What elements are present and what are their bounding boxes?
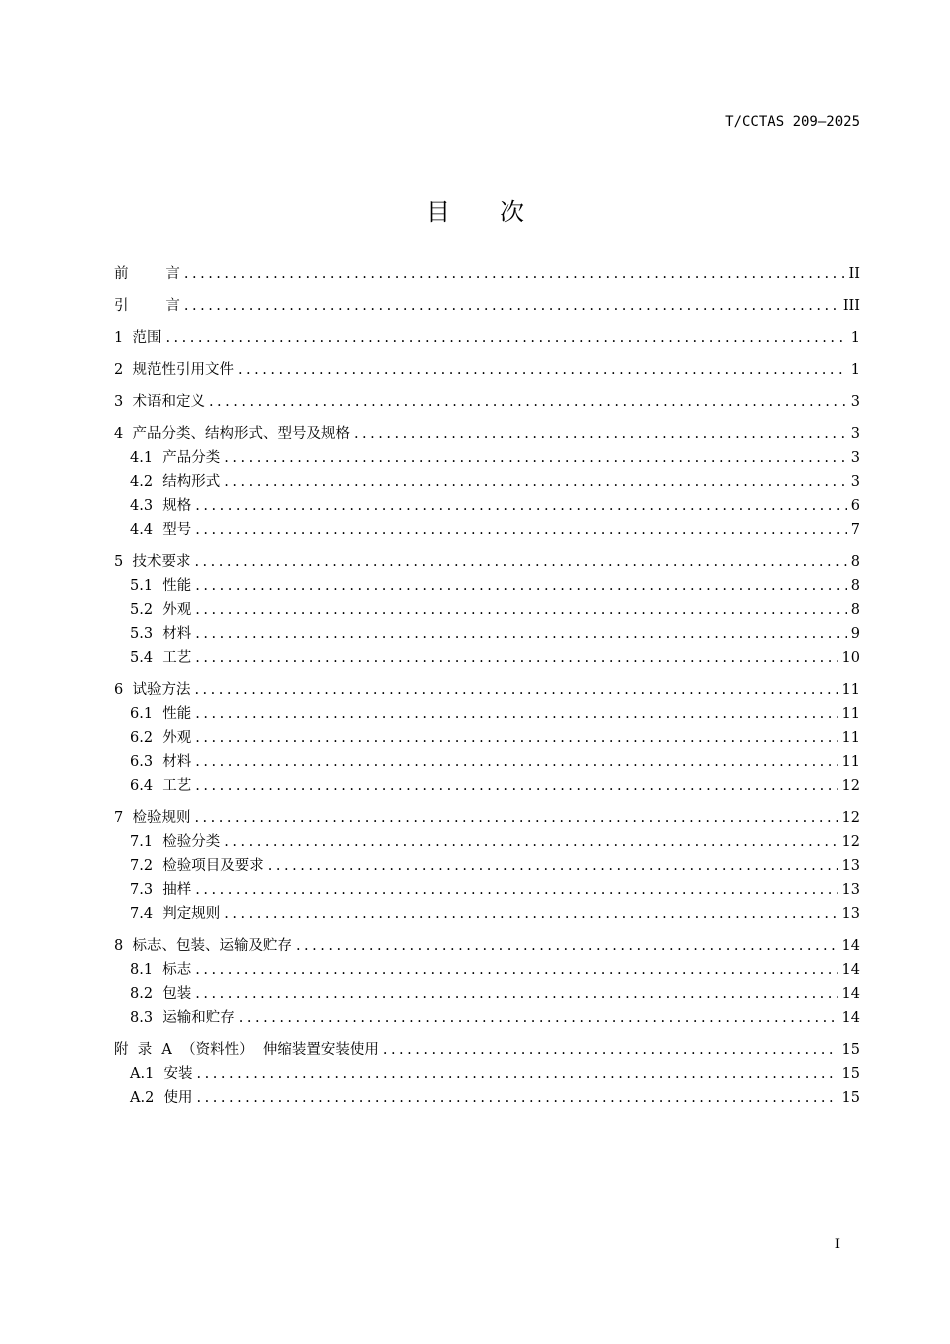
toc-entry-label: 引 言 [114,298,180,314]
toc-dot-leader [195,730,837,746]
toc-entry[interactable] [114,750,860,774]
toc-dot-leader [383,1042,838,1058]
toc-entry-label: 5 技术要求 [114,554,191,570]
toc-entry[interactable] [114,830,860,854]
toc-entry-label: 7.2 检验项目及要求 [130,858,264,874]
toc-dot-leader [224,474,846,490]
toc-entry[interactable] [114,494,860,518]
toc-dot-leader [238,362,847,378]
toc-entry-label: 1 范围 [114,330,162,346]
toc-entry[interactable] [114,390,860,414]
toc-dot-leader [194,810,837,826]
toc-entry-page: 11 [841,682,860,698]
toc-dot-leader [296,938,838,954]
toc-entry-label: 6.1 性能 [130,706,192,722]
toc-entry-page: 12 [841,810,860,826]
toc-dot-leader [195,650,837,666]
toc-entry-label: 4.3 规格 [130,498,192,514]
toc-entry-label: A.1 安装 [130,1066,193,1082]
toc-entry-label: 2 规范性引用文件 [114,362,234,378]
toc-dot-leader [224,450,846,466]
toc-dot-leader [195,578,846,594]
toc-entry-label: 4.1 产品分类 [130,450,221,466]
toc-entry-label: 5.2 外观 [130,602,192,618]
toc-entry-page: 14 [841,938,860,954]
toc-entry-page: II [848,266,860,282]
toc-entry-page: 6 [850,498,860,514]
toc-entry[interactable] [114,678,860,702]
toc-entry-label: 6 试验方法 [114,682,191,698]
toc-dot-leader [194,682,837,698]
toc-entry[interactable] [114,446,860,470]
toc-entry-label: 7.1 检验分类 [130,834,221,850]
toc-entry-label: 8 标志、包装、运输及贮存 [114,938,292,954]
toc-entry[interactable] [114,982,860,1006]
standard-code: T/CCTAS 209—2025 [725,114,860,130]
toc-entry-page: 14 [841,962,860,978]
toc-entry[interactable] [114,1006,860,1030]
toc-entry-page: 8 [850,554,860,570]
toc-entry[interactable] [114,326,860,350]
toc-dot-leader [195,754,837,770]
page-number: I [834,1237,840,1252]
toc-entry-label: A.2 使用 [130,1090,193,1106]
toc-entry[interactable] [114,726,860,750]
toc-entry[interactable] [114,294,860,318]
toc-entry-label: 7 检验规则 [114,810,191,826]
toc-entry-page: 1 [850,330,860,346]
toc-entry[interactable] [114,902,860,926]
toc-dot-leader [195,882,837,898]
toc-entry-page: 3 [850,394,860,410]
toc-entry-page: 12 [841,778,860,794]
toc-entry-label: 4.4 型号 [130,522,192,538]
toc-entry-label: 3 术语和定义 [114,394,205,410]
toc-dot-leader [195,986,837,1002]
toc-dot-leader [224,906,837,922]
toc-entry-page: 3 [850,450,860,466]
toc-entry-label: 6.3 材料 [130,754,192,770]
toc-dot-leader [195,498,846,514]
toc-entry-page: 11 [841,706,860,722]
toc-dot-leader [195,778,837,794]
toc-entry[interactable] [114,422,860,446]
toc-entry[interactable] [114,598,860,622]
toc-entry-page: 8 [850,602,860,618]
toc-entry[interactable] [114,518,860,542]
toc-dot-leader [184,266,845,282]
toc-entry[interactable] [114,958,860,982]
toc-entry-label: 6.4 工艺 [130,778,192,794]
toc-entry-page: 12 [841,834,860,850]
toc-dot-leader [195,602,846,618]
toc-entry-label: 8.1 标志 [130,962,192,978]
toc-entry[interactable] [114,878,860,902]
toc-entry-page: 15 [841,1042,860,1058]
toc-dot-leader [195,706,837,722]
toc-dot-leader [197,1090,838,1106]
toc-dot-leader [239,1010,838,1026]
toc-entry[interactable] [114,1086,860,1110]
toc-entry-page: 15 [841,1090,860,1106]
toc-entry-label: 5.3 材料 [130,626,192,642]
title-part-2: 次 [500,198,524,226]
toc-dot-leader [209,394,847,410]
toc-dot-leader [197,1066,838,1082]
toc-entry-label: 6.2 外观 [130,730,192,746]
toc-entry-label: 8.2 包装 [130,986,192,1002]
toc-entry[interactable] [114,470,860,494]
toc-entry[interactable] [114,1062,860,1086]
toc-entry-page: 14 [841,1010,860,1026]
toc-entry[interactable] [114,358,860,382]
toc-dot-leader [354,426,847,442]
toc-dot-leader [224,834,837,850]
toc-entry-label: 5.1 性能 [130,578,192,594]
toc-entry-page: 8 [850,578,860,594]
toc-entry[interactable] [114,774,860,798]
toc-entry-page: 3 [850,426,860,442]
toc-entry[interactable] [114,550,860,574]
toc-entry-label: 4 产品分类、结构形式、型号及规格 [114,426,350,442]
toc-dot-leader [195,522,846,538]
toc-dot-leader [195,962,837,978]
toc-dot-leader [268,858,838,874]
toc-entry-label: 前 言 [114,266,180,282]
toc-entry[interactable] [114,574,860,598]
toc-entry-label: 8.3 运输和贮存 [130,1010,235,1026]
toc-entry-page: 11 [841,730,860,746]
table-of-contents [114,262,860,1110]
toc-entry-page: 1 [850,362,860,378]
toc-entry-page: 15 [841,1066,860,1082]
toc-entry-page: 11 [841,754,860,770]
toc-entry[interactable] [114,1038,860,1062]
toc-dot-leader [194,554,846,570]
toc-entry-label: 7.4 判定规则 [130,906,221,922]
toc-dot-leader [195,626,846,642]
toc-entry[interactable] [114,262,860,286]
toc-entry-page: 13 [841,906,860,922]
toc-entry-page: 13 [841,882,860,898]
toc-entry[interactable] [114,854,860,878]
toc-entry-page: 7 [850,522,860,538]
toc-entry-label: 7.3 抽样 [130,882,192,898]
toc-entry-page: 3 [850,474,860,490]
toc-entry[interactable] [114,646,860,670]
title-part-1: 目 [426,198,450,226]
toc-entry-label: 附 录 A （资料性） 伸缩装置安装使用 [114,1042,379,1058]
toc-entry-label: 5.4 工艺 [130,650,192,666]
toc-entry-page: III [842,298,860,314]
toc-entry[interactable] [114,934,860,958]
toc-entry[interactable] [114,702,860,726]
page-title [0,192,950,227]
toc-entry-page: 9 [850,626,860,642]
toc-entry-page: 14 [841,986,860,1002]
toc-dot-leader [184,298,839,314]
toc-entry[interactable] [114,622,860,646]
toc-entry-label: 4.2 结构形式 [130,474,221,490]
toc-entry-page: 13 [841,858,860,874]
toc-entry[interactable] [114,806,860,830]
toc-entry-page: 10 [841,650,860,666]
toc-dot-leader [165,330,846,346]
